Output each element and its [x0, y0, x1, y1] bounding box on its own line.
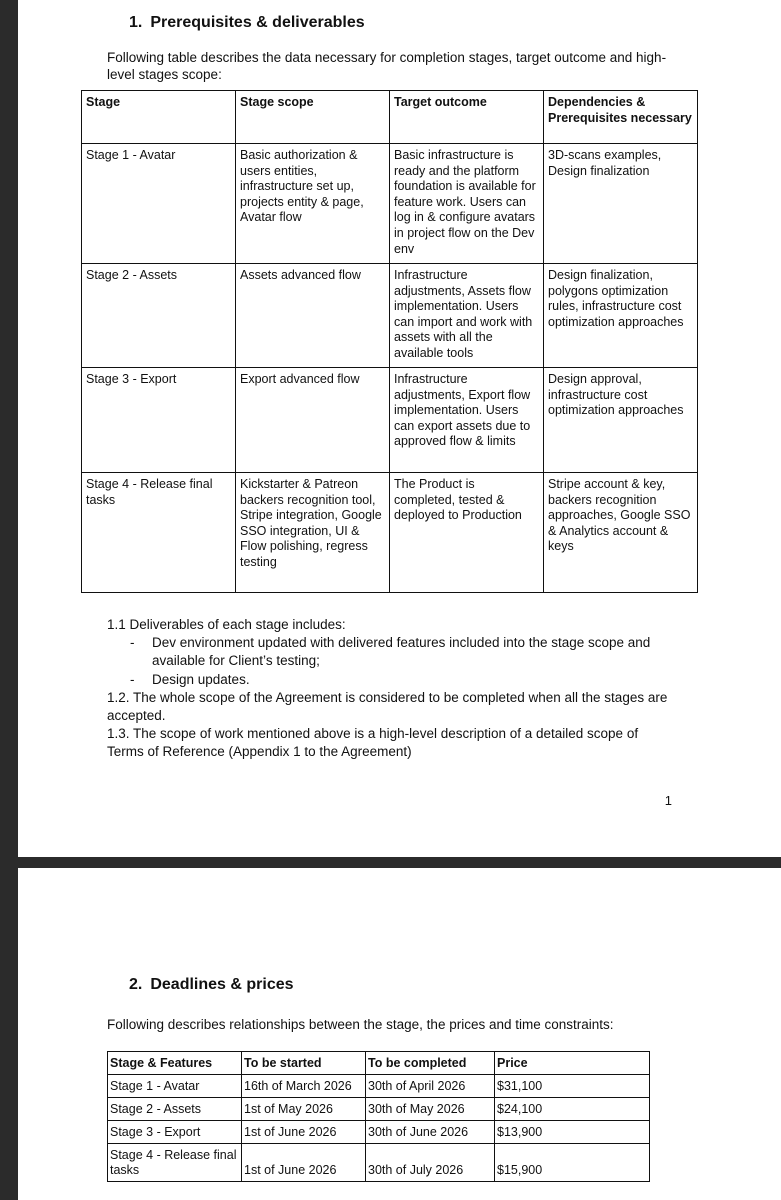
table-cell: 1st of June 2026	[242, 1121, 366, 1144]
note-1-2: 1.2. The whole scope of the Agreement is considered to be completed when all the stages are accepted.	[107, 689, 668, 724]
table-cell: 30th of June 2026	[366, 1121, 495, 1144]
section-heading-prerequisites	[129, 14, 365, 32]
column-header-to-be-completed: To be completed	[366, 1052, 495, 1075]
table-cell: 1st of May 2026	[242, 1098, 366, 1121]
note-1-3: 1.3. The scope of work mentioned above is a high-level description of a detailed scope of Terms of Reference (Appendix 1 to the Agreement)	[107, 726, 639, 760]
bullet-dash: -	[130, 671, 135, 687]
stages-table	[81, 90, 698, 593]
table-cell: Stage 4 - Release final tasks	[108, 1144, 242, 1182]
table-cell: Stage 3 - Export	[82, 368, 236, 473]
section-intro: Following describes relationships between the stage, the prices and time constraints:	[107, 1017, 614, 1032]
note-1-1: 1.1 Deliverables of each stage includes:	[107, 617, 346, 632]
table-cell: 1st of June 2026	[242, 1144, 366, 1182]
table-cell: Assets advanced flow	[236, 264, 390, 368]
table-row	[108, 1121, 650, 1144]
table-cell: $15,900	[495, 1144, 650, 1182]
table-cell: Basic infrastructure is ready and the platform foundation is available for feature work. Users can log in & configure avatars in project flow on the Dev env	[390, 144, 544, 264]
section-title: Deadlines & prices	[150, 976, 294, 993]
table-cell: $13,900	[495, 1121, 650, 1144]
deliverables-notes	[107, 616, 677, 762]
column-header-dependencies: Dependencies & Prerequisites necessary	[544, 91, 698, 144]
column-header-target-outcome: Target outcome	[390, 91, 544, 144]
section-heading-deadlines	[129, 976, 294, 994]
section-intro: Following table describes the data necessary for completion stages, target outcome and high-level stages scope:	[107, 50, 667, 82]
table-cell: Export advanced flow	[236, 368, 390, 473]
table-cell: 30th of May 2026	[366, 1098, 495, 1121]
table-cell: Stage 1 - Avatar	[108, 1075, 242, 1098]
table-cell: Design finalization, polygons optimization rules, infrastructure cost optimization approaches	[544, 264, 698, 368]
list-item-text: Dev environment updated with delivered features included into the stage scope and available for Client’s testing;	[152, 635, 651, 669]
document-page-2	[18, 868, 781, 1200]
table-row	[82, 473, 698, 593]
table-cell: Kickstarter & Patreon backers recognition tool, Stripe integration, Google SSO integration, UI & Flow polishing, regress testing	[236, 473, 390, 593]
table-cell: Infrastructure adjustments, Assets flow implementation. Users can import and work with assets with all the available tools	[390, 264, 544, 368]
section-number: 2.	[129, 976, 143, 993]
table-row	[82, 264, 698, 368]
table-cell: Stripe account & key, backers recognition approaches, Google SSO & Analytics account & keys	[544, 473, 698, 593]
table-cell: 30th of July 2026	[366, 1144, 495, 1182]
table-cell: $24,100	[495, 1098, 650, 1121]
table-cell: Infrastructure adjustments, Export flow implementation. Users can export assets due to approved flow & limits	[390, 368, 544, 473]
prices-table	[107, 1051, 650, 1182]
table-cell: Basic authorization & users entities, infrastructure set up, projects entity & page, Avatar flow	[236, 144, 390, 264]
table-cell: Stage 4 - Release final tasks	[82, 473, 236, 593]
table-cell: Stage 2 - Assets	[82, 264, 236, 368]
table-cell: Stage 1 - Avatar	[82, 144, 236, 264]
list-item	[107, 634, 677, 670]
table-cell: 30th of April 2026	[366, 1075, 495, 1098]
bullet-dash: -	[130, 635, 135, 651]
table-cell: Stage 2 - Assets	[108, 1098, 242, 1121]
table-row	[82, 368, 698, 473]
table-cell: 16th of March 2026	[242, 1075, 366, 1098]
column-header-price: Price	[495, 1052, 650, 1075]
section-title: Prerequisites & deliverables	[150, 14, 365, 31]
document-page-1	[18, 0, 781, 857]
table-row	[108, 1075, 650, 1098]
section-number: 1.	[129, 14, 143, 31]
column-header-stage-scope: Stage scope	[236, 91, 390, 144]
table-header-row	[82, 91, 698, 144]
deliverables-list	[107, 634, 677, 689]
page-number: 1	[664, 793, 672, 808]
table-header-row	[108, 1052, 650, 1075]
table-cell: 3D-scans examples, Design finalization	[544, 144, 698, 264]
column-header-stage: Stage	[82, 91, 236, 144]
table-row	[108, 1098, 650, 1121]
table-cell: The Product is completed, tested & deployed to Production	[390, 473, 544, 593]
column-header-to-be-started: To be started	[242, 1052, 366, 1075]
table-cell: Design approval, infrastructure cost optimization approaches	[544, 368, 698, 473]
column-header-stage-features: Stage & Features	[108, 1052, 242, 1075]
table-row	[108, 1144, 650, 1182]
table-cell: Stage 3 - Export	[108, 1121, 242, 1144]
table-row	[82, 144, 698, 264]
list-item-text: Design updates.	[152, 671, 250, 687]
list-item	[107, 671, 677, 689]
table-cell: $31,100	[495, 1075, 650, 1098]
